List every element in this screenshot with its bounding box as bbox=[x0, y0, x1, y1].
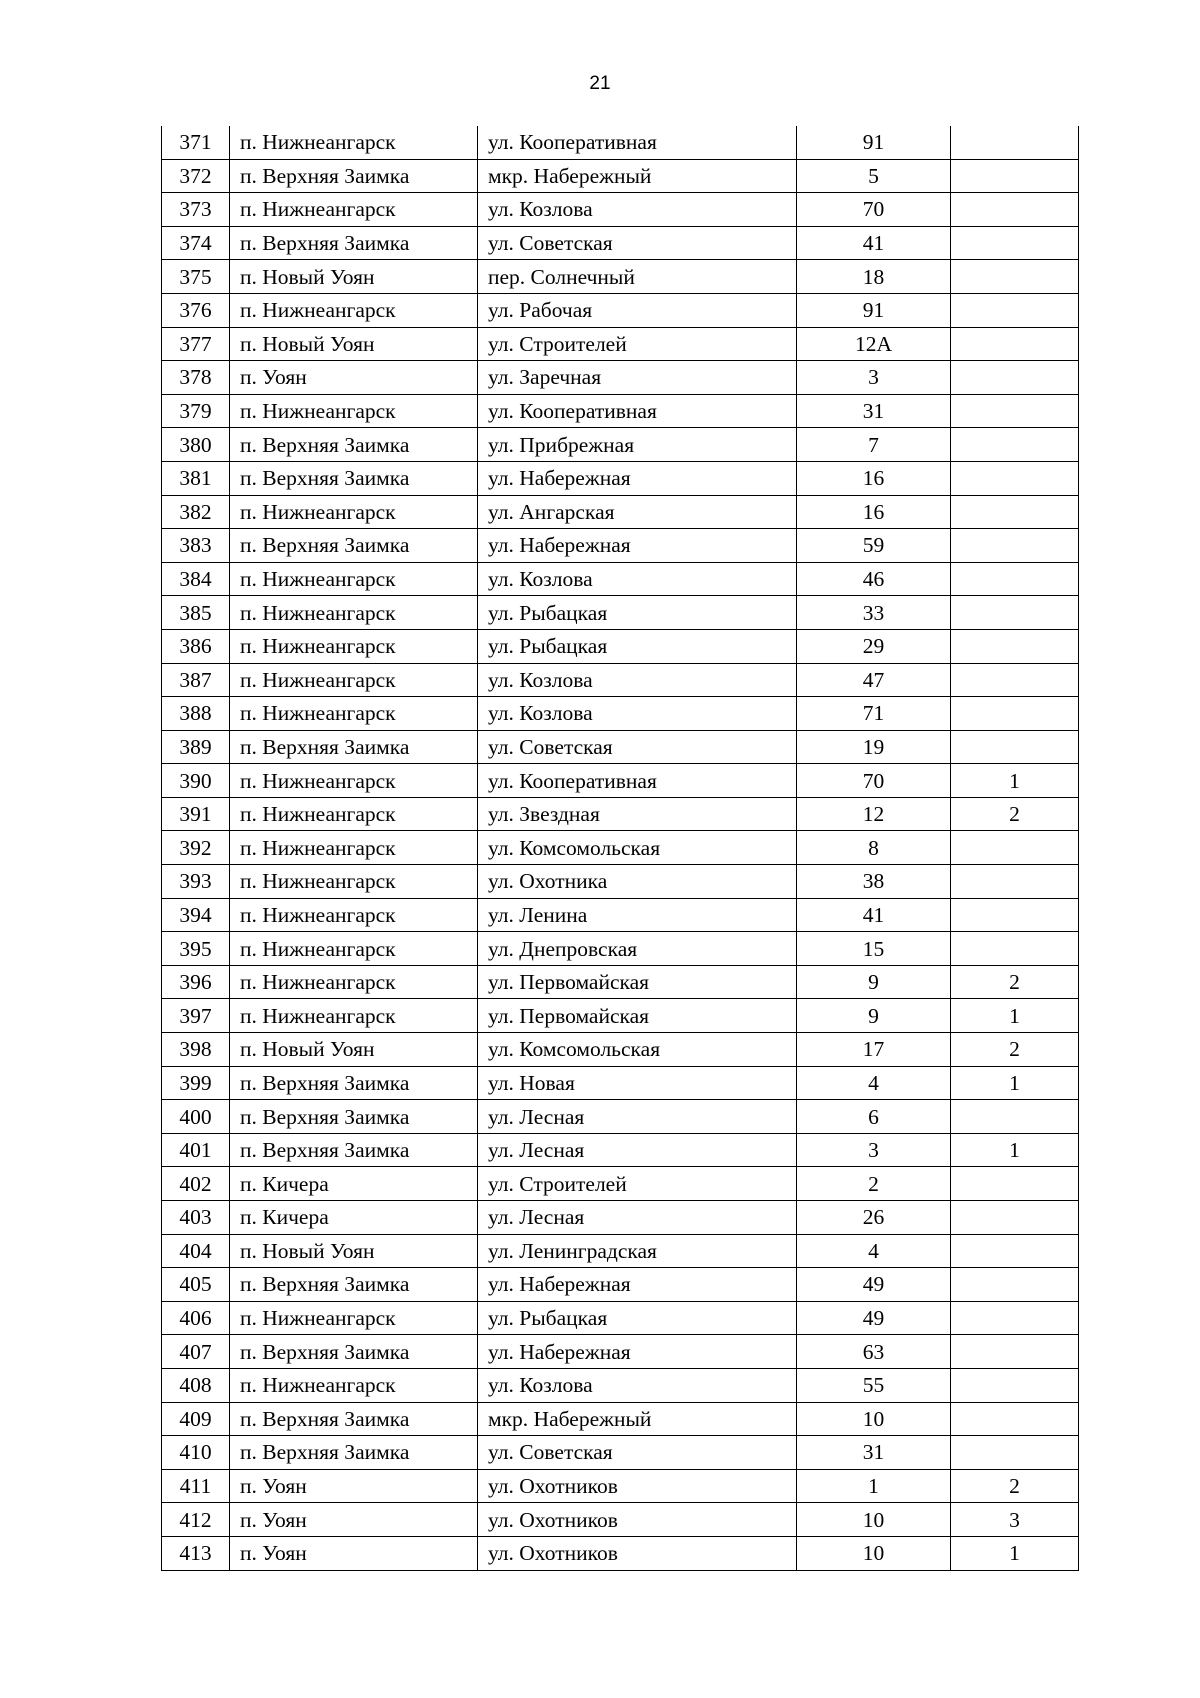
table-row bbox=[162, 1368, 1079, 1402]
house-number-cell: 3 bbox=[797, 361, 951, 395]
row-number-cell: 396 bbox=[162, 965, 230, 999]
extra-value-cell: 1 bbox=[951, 1133, 1079, 1167]
row-number-cell: 388 bbox=[162, 697, 230, 731]
table-row bbox=[162, 999, 1079, 1033]
street-cell: ул. Охотников bbox=[478, 1469, 797, 1503]
table-row bbox=[162, 394, 1079, 428]
street-cell: ул. Ленина bbox=[478, 898, 797, 932]
table-row bbox=[162, 1301, 1079, 1335]
street-cell: мкр. Набережный bbox=[478, 159, 797, 193]
street-cell: ул. Лесная bbox=[478, 1201, 797, 1235]
extra-value-cell bbox=[951, 663, 1079, 697]
row-number-cell: 379 bbox=[162, 394, 230, 428]
house-number-cell: 2 bbox=[797, 1167, 951, 1201]
table-row bbox=[162, 865, 1079, 899]
house-number-cell: 5 bbox=[797, 159, 951, 193]
extra-value-cell bbox=[951, 361, 1079, 395]
row-number-cell: 387 bbox=[162, 663, 230, 697]
row-number-cell: 411 bbox=[162, 1469, 230, 1503]
house-number-cell: 26 bbox=[797, 1201, 951, 1235]
street-cell: ул. Рабочая bbox=[478, 293, 797, 327]
settlement-cell: п. Нижнеангарск bbox=[230, 1368, 478, 1402]
street-cell: пер. Солнечный bbox=[478, 260, 797, 294]
table-row bbox=[162, 1436, 1079, 1470]
street-cell: ул. Советская bbox=[478, 730, 797, 764]
row-number-cell: 395 bbox=[162, 932, 230, 966]
table-row bbox=[162, 932, 1079, 966]
settlement-cell: п. Верхняя Заимка bbox=[230, 1436, 478, 1470]
extra-value-cell bbox=[951, 831, 1079, 865]
row-number-cell: 401 bbox=[162, 1133, 230, 1167]
extra-value-cell: 2 bbox=[951, 797, 1079, 831]
table-row bbox=[162, 126, 1079, 159]
row-number-cell: 390 bbox=[162, 764, 230, 798]
extra-value-cell: 2 bbox=[951, 1469, 1079, 1503]
house-number-cell: 19 bbox=[797, 730, 951, 764]
row-number-cell: 389 bbox=[162, 730, 230, 764]
extra-value-cell bbox=[951, 1201, 1079, 1235]
settlement-cell: п. Верхняя Заимка bbox=[230, 529, 478, 563]
row-number-cell: 391 bbox=[162, 797, 230, 831]
house-number-cell: 9 bbox=[797, 999, 951, 1033]
street-cell: ул. Набережная bbox=[478, 461, 797, 495]
table-row bbox=[162, 529, 1079, 563]
row-number-cell: 378 bbox=[162, 361, 230, 395]
street-cell: ул. Строителей bbox=[478, 1167, 797, 1201]
house-number-cell: 4 bbox=[797, 1066, 951, 1100]
settlement-cell: п. Уоян bbox=[230, 361, 478, 395]
settlement-cell: п. Нижнеангарск bbox=[230, 831, 478, 865]
street-cell: ул. Набережная bbox=[478, 529, 797, 563]
table-row bbox=[162, 226, 1079, 260]
street-cell: ул. Охотников bbox=[478, 1503, 797, 1537]
extra-value-cell bbox=[951, 1301, 1079, 1335]
row-number-cell: 393 bbox=[162, 865, 230, 899]
settlement-cell: п. Новый Уоян bbox=[230, 1033, 478, 1067]
settlement-cell: п. Верхняя Заимка bbox=[230, 1268, 478, 1302]
settlement-cell: п. Верхняя Заимка bbox=[230, 1066, 478, 1100]
row-number-cell: 405 bbox=[162, 1268, 230, 1302]
street-cell: ул. Комсомольская bbox=[478, 1033, 797, 1067]
address-table bbox=[161, 126, 1079, 1571]
table-row bbox=[162, 1033, 1079, 1067]
settlement-cell: п. Нижнеангарск bbox=[230, 697, 478, 731]
settlement-cell: п. Верхняя Заимка bbox=[230, 428, 478, 462]
street-cell: ул. Лесная bbox=[478, 1133, 797, 1167]
extra-value-cell: 1 bbox=[951, 1066, 1079, 1100]
settlement-cell: п. Новый Уоян bbox=[230, 1234, 478, 1268]
settlement-cell: п. Нижнеангарск bbox=[230, 394, 478, 428]
row-number-cell: 384 bbox=[162, 562, 230, 596]
table-row bbox=[162, 730, 1079, 764]
extra-value-cell bbox=[951, 495, 1079, 529]
extra-value-cell bbox=[951, 596, 1079, 630]
settlement-cell: п. Верхняя Заимка bbox=[230, 1402, 478, 1436]
row-number-cell: 406 bbox=[162, 1301, 230, 1335]
table-row bbox=[162, 1100, 1079, 1134]
row-number-cell: 400 bbox=[162, 1100, 230, 1134]
settlement-cell: п. Верхняя Заимка bbox=[230, 461, 478, 495]
extra-value-cell: 2 bbox=[951, 1033, 1079, 1067]
settlement-cell: п. Нижнеангарск bbox=[230, 495, 478, 529]
street-cell: ул. Козлова bbox=[478, 193, 797, 227]
table-row bbox=[162, 831, 1079, 865]
house-number-cell: 41 bbox=[797, 226, 951, 260]
settlement-cell: п. Нижнеангарск bbox=[230, 797, 478, 831]
extra-value-cell: 1 bbox=[951, 1536, 1079, 1570]
settlement-cell: п. Верхняя Заимка bbox=[230, 1100, 478, 1134]
row-number-cell: 377 bbox=[162, 327, 230, 361]
settlement-cell: п. Нижнеангарск bbox=[230, 932, 478, 966]
street-cell: ул. Советская bbox=[478, 1436, 797, 1470]
table-row bbox=[162, 428, 1079, 462]
row-number-cell: 382 bbox=[162, 495, 230, 529]
settlement-cell: п. Нижнеангарск bbox=[230, 126, 478, 159]
extra-value-cell bbox=[951, 697, 1079, 731]
settlement-cell: п. Нижнеангарск bbox=[230, 596, 478, 630]
table-row bbox=[162, 1469, 1079, 1503]
house-number-cell: 91 bbox=[797, 293, 951, 327]
settlement-cell: п. Нижнеангарск bbox=[230, 865, 478, 899]
extra-value-cell bbox=[951, 1167, 1079, 1201]
house-number-cell: 12 bbox=[797, 797, 951, 831]
settlement-cell: п. Нижнеангарск bbox=[230, 193, 478, 227]
house-number-cell: 33 bbox=[797, 596, 951, 630]
row-number-cell: 402 bbox=[162, 1167, 230, 1201]
extra-value-cell: 3 bbox=[951, 1503, 1079, 1537]
street-cell: ул. Заречная bbox=[478, 361, 797, 395]
table-row bbox=[162, 1402, 1079, 1436]
street-cell: ул. Советская bbox=[478, 226, 797, 260]
street-cell: мкр. Набережный bbox=[478, 1402, 797, 1436]
house-number-cell: 71 bbox=[797, 697, 951, 731]
street-cell: ул. Кооперативная bbox=[478, 126, 797, 159]
extra-value-cell bbox=[951, 126, 1079, 159]
extra-value-cell bbox=[951, 562, 1079, 596]
table-row bbox=[162, 1268, 1079, 1302]
settlement-cell: п. Верхняя Заимка bbox=[230, 730, 478, 764]
extra-value-cell: 1 bbox=[951, 764, 1079, 798]
row-number-cell: 410 bbox=[162, 1436, 230, 1470]
house-number-cell: 31 bbox=[797, 1436, 951, 1470]
settlement-cell: п. Нижнеангарск bbox=[230, 764, 478, 798]
extra-value-cell bbox=[951, 865, 1079, 899]
row-number-cell: 385 bbox=[162, 596, 230, 630]
settlement-cell: п. Нижнеангарск bbox=[230, 999, 478, 1033]
extra-value-cell bbox=[951, 898, 1079, 932]
house-number-cell: 47 bbox=[797, 663, 951, 697]
table-row bbox=[162, 697, 1079, 731]
table-row bbox=[162, 1536, 1079, 1570]
extra-value-cell bbox=[951, 260, 1079, 294]
house-number-cell: 12А bbox=[797, 327, 951, 361]
street-cell: ул. Первомайская bbox=[478, 965, 797, 999]
table-row bbox=[162, 965, 1079, 999]
address-table-body bbox=[162, 126, 1079, 1570]
row-number-cell: 381 bbox=[162, 461, 230, 495]
row-number-cell: 399 bbox=[162, 1066, 230, 1100]
table-row bbox=[162, 495, 1079, 529]
street-cell: ул. Охотников bbox=[478, 1536, 797, 1570]
extra-value-cell bbox=[951, 1402, 1079, 1436]
table-row bbox=[162, 327, 1079, 361]
house-number-cell: 4 bbox=[797, 1234, 951, 1268]
street-cell: ул. Охотника bbox=[478, 865, 797, 899]
extra-value-cell bbox=[951, 428, 1079, 462]
house-number-cell: 10 bbox=[797, 1536, 951, 1570]
street-cell: ул. Новая bbox=[478, 1066, 797, 1100]
street-cell: ул. Козлова bbox=[478, 697, 797, 731]
settlement-cell: п. Нижнеангарск bbox=[230, 663, 478, 697]
settlement-cell: п. Уоян bbox=[230, 1536, 478, 1570]
table-row bbox=[162, 1066, 1079, 1100]
row-number-cell: 394 bbox=[162, 898, 230, 932]
street-cell: ул. Днепровская bbox=[478, 932, 797, 966]
settlement-cell: п. Верхняя Заимка bbox=[230, 1133, 478, 1167]
street-cell: ул. Ленинградская bbox=[478, 1234, 797, 1268]
table-row bbox=[162, 159, 1079, 193]
extra-value-cell: 1 bbox=[951, 999, 1079, 1033]
extra-value-cell bbox=[951, 529, 1079, 563]
extra-value-cell bbox=[951, 1368, 1079, 1402]
house-number-cell: 7 bbox=[797, 428, 951, 462]
street-cell: ул. Ангарская bbox=[478, 495, 797, 529]
house-number-cell: 15 bbox=[797, 932, 951, 966]
extra-value-cell bbox=[951, 1335, 1079, 1369]
house-number-cell: 49 bbox=[797, 1301, 951, 1335]
row-number-cell: 403 bbox=[162, 1201, 230, 1235]
table-row bbox=[162, 361, 1079, 395]
settlement-cell: п. Верхняя Заимка bbox=[230, 1335, 478, 1369]
extra-value-cell bbox=[951, 1436, 1079, 1470]
extra-value-cell: 2 bbox=[951, 965, 1079, 999]
street-cell: ул. Кооперативная bbox=[478, 394, 797, 428]
row-number-cell: 373 bbox=[162, 193, 230, 227]
settlement-cell: п. Кичера bbox=[230, 1201, 478, 1235]
house-number-cell: 55 bbox=[797, 1368, 951, 1402]
row-number-cell: 397 bbox=[162, 999, 230, 1033]
extra-value-cell bbox=[951, 159, 1079, 193]
street-cell: ул. Лесная bbox=[478, 1100, 797, 1134]
extra-value-cell bbox=[951, 461, 1079, 495]
street-cell: ул. Рыбацкая bbox=[478, 1301, 797, 1335]
row-number-cell: 413 bbox=[162, 1536, 230, 1570]
settlement-cell: п. Нижнеангарск bbox=[230, 965, 478, 999]
street-cell: ул. Звездная bbox=[478, 797, 797, 831]
row-number-cell: 375 bbox=[162, 260, 230, 294]
house-number-cell: 10 bbox=[797, 1503, 951, 1537]
table-row bbox=[162, 629, 1079, 663]
table-row bbox=[162, 1503, 1079, 1537]
extra-value-cell bbox=[951, 293, 1079, 327]
settlement-cell: п. Нижнеангарск bbox=[230, 562, 478, 596]
row-number-cell: 412 bbox=[162, 1503, 230, 1537]
table-row bbox=[162, 293, 1079, 327]
table-row bbox=[162, 596, 1079, 630]
row-number-cell: 392 bbox=[162, 831, 230, 865]
street-cell: ул. Набережная bbox=[478, 1268, 797, 1302]
row-number-cell: 409 bbox=[162, 1402, 230, 1436]
street-cell: ул. Набережная bbox=[478, 1335, 797, 1369]
settlement-cell: п. Нижнеангарск bbox=[230, 1301, 478, 1335]
table-row bbox=[162, 898, 1079, 932]
street-cell: ул. Рыбацкая bbox=[478, 629, 797, 663]
extra-value-cell bbox=[951, 226, 1079, 260]
house-number-cell: 70 bbox=[797, 764, 951, 798]
extra-value-cell bbox=[951, 193, 1079, 227]
settlement-cell: п. Нижнеангарск bbox=[230, 629, 478, 663]
table-row bbox=[162, 1133, 1079, 1167]
settlement-cell: п. Новый Уоян bbox=[230, 260, 478, 294]
row-number-cell: 408 bbox=[162, 1368, 230, 1402]
street-cell: ул. Рыбацкая bbox=[478, 596, 797, 630]
extra-value-cell bbox=[951, 394, 1079, 428]
row-number-cell: 383 bbox=[162, 529, 230, 563]
extra-value-cell bbox=[951, 1234, 1079, 1268]
settlement-cell: п. Верхняя Заимка bbox=[230, 159, 478, 193]
settlement-cell: п. Кичера bbox=[230, 1167, 478, 1201]
house-number-cell: 41 bbox=[797, 898, 951, 932]
settlement-cell: п. Уоян bbox=[230, 1469, 478, 1503]
house-number-cell: 18 bbox=[797, 260, 951, 294]
settlement-cell: п. Нижнеангарск bbox=[230, 293, 478, 327]
settlement-cell: п. Нижнеангарск bbox=[230, 898, 478, 932]
extra-value-cell bbox=[951, 327, 1079, 361]
street-cell: ул. Комсомольская bbox=[478, 831, 797, 865]
house-number-cell: 16 bbox=[797, 461, 951, 495]
house-number-cell: 70 bbox=[797, 193, 951, 227]
table-row bbox=[162, 260, 1079, 294]
table-row bbox=[162, 764, 1079, 798]
table-row bbox=[162, 562, 1079, 596]
house-number-cell: 49 bbox=[797, 1268, 951, 1302]
table-row bbox=[162, 663, 1079, 697]
house-number-cell: 46 bbox=[797, 562, 951, 596]
row-number-cell: 374 bbox=[162, 226, 230, 260]
table-row bbox=[162, 1167, 1079, 1201]
row-number-cell: 407 bbox=[162, 1335, 230, 1369]
row-number-cell: 386 bbox=[162, 629, 230, 663]
table-row bbox=[162, 193, 1079, 227]
house-number-cell: 3 bbox=[797, 1133, 951, 1167]
table-row bbox=[162, 797, 1079, 831]
house-number-cell: 6 bbox=[797, 1100, 951, 1134]
row-number-cell: 404 bbox=[162, 1234, 230, 1268]
street-cell: ул. Первомайская bbox=[478, 999, 797, 1033]
settlement-cell: п. Верхняя Заимка bbox=[230, 226, 478, 260]
table-row bbox=[162, 461, 1079, 495]
house-number-cell: 17 bbox=[797, 1033, 951, 1067]
row-number-cell: 376 bbox=[162, 293, 230, 327]
house-number-cell: 16 bbox=[797, 495, 951, 529]
row-number-cell: 371 bbox=[162, 126, 230, 159]
house-number-cell: 63 bbox=[797, 1335, 951, 1369]
row-number-cell: 380 bbox=[162, 428, 230, 462]
settlement-cell: п. Уоян bbox=[230, 1503, 478, 1537]
house-number-cell: 31 bbox=[797, 394, 951, 428]
row-number-cell: 372 bbox=[162, 159, 230, 193]
extra-value-cell bbox=[951, 730, 1079, 764]
extra-value-cell bbox=[951, 1268, 1079, 1302]
table-row bbox=[162, 1201, 1079, 1235]
street-cell: ул. Козлова bbox=[478, 562, 797, 596]
row-number-cell: 398 bbox=[162, 1033, 230, 1067]
street-cell: ул. Прибрежная bbox=[478, 428, 797, 462]
house-number-cell: 59 bbox=[797, 529, 951, 563]
house-number-cell: 8 bbox=[797, 831, 951, 865]
house-number-cell: 29 bbox=[797, 629, 951, 663]
extra-value-cell bbox=[951, 629, 1079, 663]
house-number-cell: 10 bbox=[797, 1402, 951, 1436]
table-row bbox=[162, 1335, 1079, 1369]
house-number-cell: 9 bbox=[797, 965, 951, 999]
settlement-cell: п. Новый Уоян bbox=[230, 327, 478, 361]
page-number: 21 bbox=[589, 73, 611, 94]
street-cell: ул. Козлова bbox=[478, 1368, 797, 1402]
house-number-cell: 38 bbox=[797, 865, 951, 899]
house-number-cell: 91 bbox=[797, 126, 951, 159]
street-cell: ул. Кооперативная bbox=[478, 764, 797, 798]
street-cell: ул. Козлова bbox=[478, 663, 797, 697]
street-cell: ул. Строителей bbox=[478, 327, 797, 361]
extra-value-cell bbox=[951, 1100, 1079, 1134]
extra-value-cell bbox=[951, 932, 1079, 966]
table-row bbox=[162, 1234, 1079, 1268]
house-number-cell: 1 bbox=[797, 1469, 951, 1503]
